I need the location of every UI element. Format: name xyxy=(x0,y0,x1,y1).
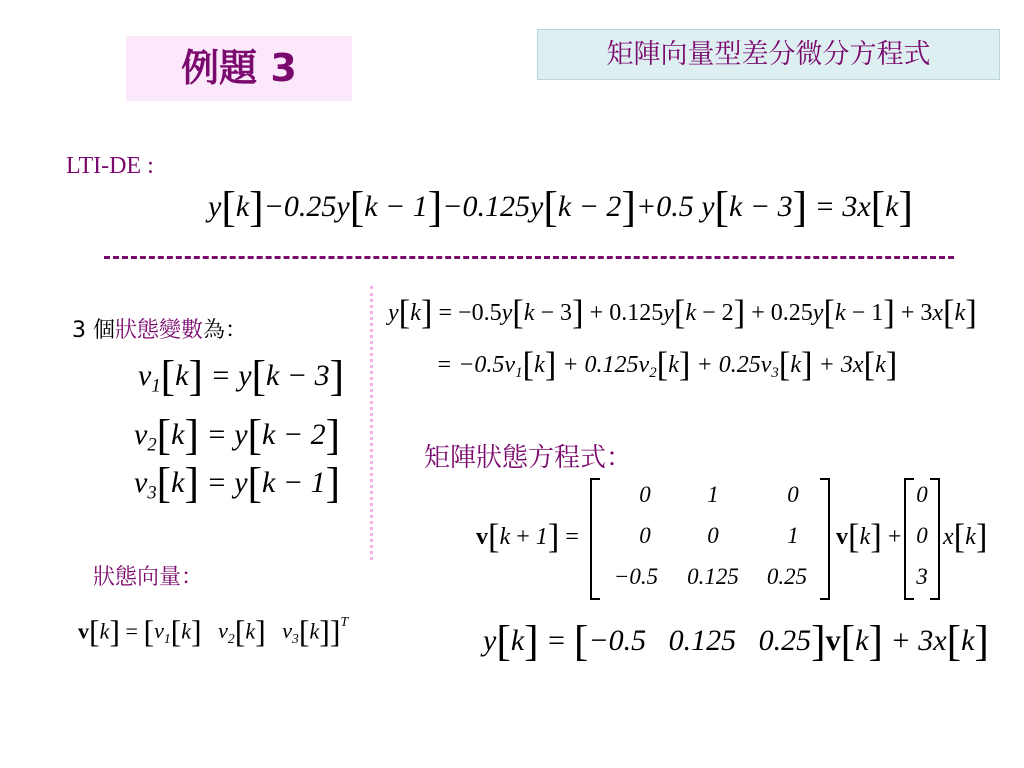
b-vector xyxy=(904,478,940,600)
a-cell: 1 xyxy=(787,523,799,548)
b-cell: 3 xyxy=(916,564,928,589)
state-vector-definition: $v[k] = [v_1[k]$ $v_2[k]$ $v_3[k]]^T$ xyxy=(78,614,349,650)
subject-box xyxy=(537,29,1000,80)
c4: 3 xyxy=(840,351,853,378)
shift: 3 xyxy=(314,358,330,392)
transpose-symbol: T xyxy=(340,614,349,629)
state-count-text xyxy=(72,313,247,344)
c3: 0.25 xyxy=(770,299,813,326)
yk-expansion-line2: = $-0.5v_1[k] + 0.125v_2[k] + 0.25v_3[k] + 3x[k]$ xyxy=(436,345,898,384)
coef-2: 0.125 xyxy=(462,189,531,223)
slide-title: 例題 3 xyxy=(181,46,297,90)
c2: 0.125 xyxy=(584,351,639,378)
a-matrix xyxy=(590,478,830,600)
sub: 2 xyxy=(147,434,157,456)
b-cell: 0 xyxy=(916,482,928,507)
state-equation-mid: v[k] + xyxy=(836,517,902,556)
state-count-pre: 個 xyxy=(93,318,116,343)
a-cell: 0.25 xyxy=(766,564,808,589)
sub: 1 xyxy=(151,375,161,397)
title-box xyxy=(126,36,352,101)
a-cell: 0 xyxy=(787,482,799,507)
state-def-2: $v_2[k] = y[k - 2]$ xyxy=(134,411,341,459)
state-variables-label: 狀態變數 xyxy=(115,318,204,343)
state-vector-label: 狀態向量： xyxy=(93,565,204,590)
c1: −0.5 xyxy=(458,299,502,326)
coef-1: 0.25 xyxy=(283,189,337,223)
output-equation: y[k] = [−0.5 0.125 0.25]v[k] + 3x[k] xyxy=(483,617,989,665)
a-cell: 0.125 xyxy=(687,564,739,589)
sub: 3 xyxy=(147,482,157,504)
c-cell: 0.25 xyxy=(758,623,812,657)
vertical-divider xyxy=(370,286,373,560)
a-cell: 0 xyxy=(639,523,651,548)
subject-title: 矩陣向量型差分微分方程式 xyxy=(606,39,931,70)
c1: −0.5 xyxy=(458,351,505,378)
d-coef: 3 xyxy=(918,623,934,657)
lti-label: LTI-DE : xyxy=(66,153,154,179)
dashed-divider xyxy=(104,256,954,259)
state-count-post: 為： xyxy=(203,318,248,343)
yk-expansion-line1: y[k] = −0.5y[k − 3] + 0.125y[k − 2] + 0.25y[k − 1] + 3x[k] xyxy=(388,293,977,332)
shift: 2 xyxy=(310,417,326,451)
a-cell: 0 xyxy=(707,523,719,548)
state-equation-lhs: v[k + 1] = xyxy=(476,517,579,556)
c-cell: 0.125 xyxy=(668,623,737,657)
b-cell: 0 xyxy=(916,523,928,548)
a-cell: −0.5 xyxy=(613,564,659,589)
a-cell: 0 xyxy=(639,482,651,507)
c4: 3 xyxy=(920,299,933,326)
c-cell: −0.5 xyxy=(588,623,647,657)
shift: 1 xyxy=(310,465,326,499)
c3: 0.25 xyxy=(718,351,761,378)
coef-3: 0.5 xyxy=(656,189,694,223)
state-count-number: 3 xyxy=(72,318,86,343)
c2: 0.125 xyxy=(609,299,664,326)
matrix-state-equation-label: 矩陣狀態方程式： xyxy=(424,443,633,473)
difference-equation: y[k]−0.25y[k − 1]−0.125y[k − 2]+0.5 y[k − 3] = 3x[k] xyxy=(208,183,913,231)
state-def-1: $v_1[k] = y[k - 3]$ xyxy=(138,352,345,400)
a-cell: 1 xyxy=(707,482,719,507)
input-xk: x[k] xyxy=(943,517,988,556)
state-def-3: $v_3[k] = y[k - 1]$ xyxy=(134,459,341,507)
rhs-coef: 3 xyxy=(842,189,858,223)
